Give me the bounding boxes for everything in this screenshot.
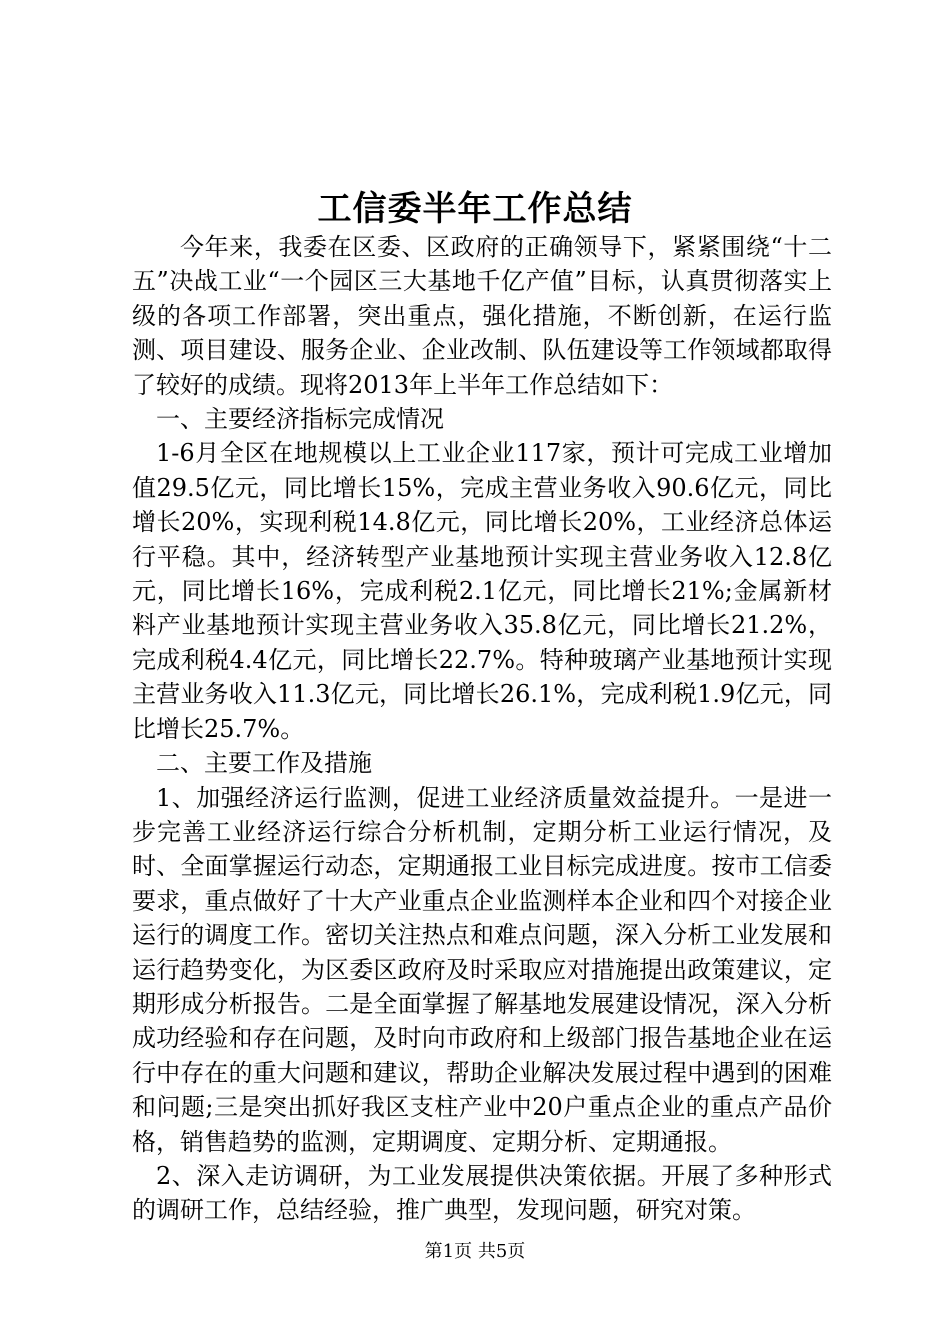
section-heading-2: 二、主要工作及措施 — [156, 749, 372, 778]
measure-paragraph-1: 1、加强经济运行监测，促进工业经济质量效益提升。一是进一步完善工业经济运行综合分析机制，定期分析工业运行情况，及时、全面掌握运行动态，定期通报工业目标完成进度。按市工信委要求，重点做好了十大产业重点企业监测样本企业和四个对接企业运行的调度工作。密切关注热点和难点问题，深入分析工业发展和运行趋势变化，为区委区政府及时采取应对措施提出政策建议，定期形成分析报告。二是全面掌握了解基地发展建设情况，深入分析成功经验和存在问题，及时向市政府和上级部门报告基地企业在运行中存在的重大问题和建议，帮助企业解决发展过程中遇到的困难和问题;三是突出抓好我区支柱产业中20户重点企业的重点产品价格，销售趋势的监测，定期调度、定期分析、定期通报。 — [132, 783, 832, 1156]
page-number-footer: 第1页 共5页 — [424, 1241, 526, 1262]
measure-paragraph-2: 2、深入走访调研，为工业发展提供决策依据。开展了多种形式的调研工作，总结经验，推广典型，发现问题，研究对策。 — [132, 1161, 832, 1225]
indicators-paragraph: 1-6月全区在地规模以上工业企业117家，预计可完成工业增加值29.5亿元，同比增长15%，完成主营业务收入90.6亿元，同比增长20%，实现利税14.8亿元，同比增长20%，工业经济总体运行平稳。其中，经济转型产业基地预计实现主营业务收入12.8亿元，同比增长16%，完成利税2.1亿元，同比增长21%;金属新材料产业基地预计实现主营业务收入35.8亿元，同比增长21.2%，完成利税4.4亿元，同比增长22.7%。特种玻璃产业基地预计实现主营业务收入11.3亿元，同比增长26.1%，完成利税1.9亿元，同比增长25.7%。 — [132, 439, 832, 743]
section-heading-1: 一、主要经济指标完成情况 — [156, 405, 444, 434]
document-body — [132, 230, 832, 1228]
document-title: 工信委半年工作总结 — [317, 189, 633, 229]
intro-paragraph: 今年来，我委在区委、区政府的正确领导下，紧紧围绕“十二五”决战工业“一个园区三大基地千亿产值”目标，认真贯彻落实上级的各项工作部署，突出重点，强化措施，不断创新，在运行监测、项目建设、服务企业、企业改制、队伍建设等工作领域都取得了较好的成绩。现将2013年上半年工作总结如下： — [132, 233, 832, 399]
